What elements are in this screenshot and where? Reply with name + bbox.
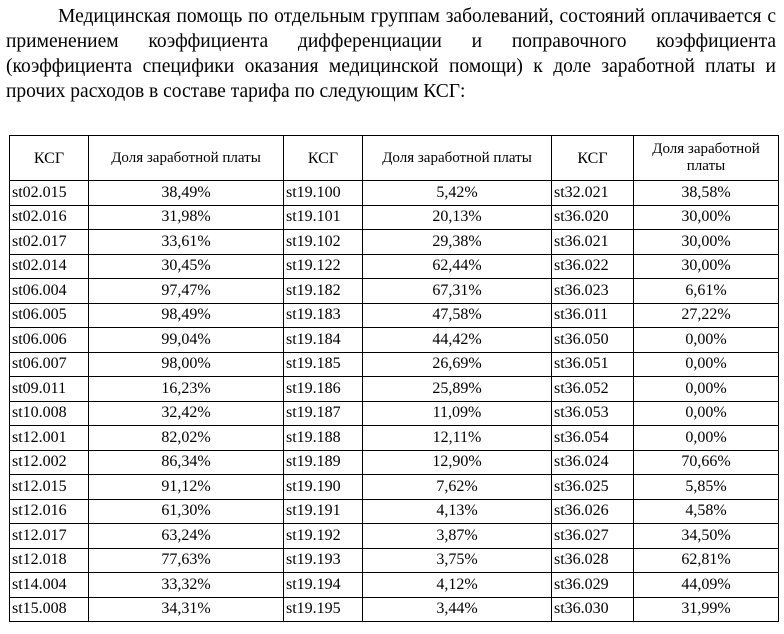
table-row xyxy=(10,524,779,549)
salary-share-cell: 3,87% xyxy=(363,524,552,549)
ksg-code-cell: st19.182 xyxy=(284,279,363,304)
salary-share-cell: 7,62% xyxy=(363,475,552,500)
header-ksg-1: КСГ xyxy=(10,136,89,181)
ksg-code-cell: st19.100 xyxy=(284,181,363,206)
ksg-code-cell: st36.029 xyxy=(552,573,634,598)
header-salary-share-3: Доля заработной платы xyxy=(634,136,779,181)
ksg-code-cell: st36.030 xyxy=(552,597,634,622)
header-salary-share-2: Доля заработной платы xyxy=(363,136,552,181)
ksg-code-cell: st02.014 xyxy=(10,254,89,279)
salary-share-cell: 12,90% xyxy=(363,450,552,475)
table-row xyxy=(10,328,779,353)
ksg-code-cell: st12.002 xyxy=(10,450,89,475)
ksg-code-cell: st19.189 xyxy=(284,450,363,475)
salary-share-cell: 0,00% xyxy=(634,401,779,426)
ksg-code-cell: st15.008 xyxy=(10,597,89,622)
intro-paragraph: Медицинская помощь по отдельным группам заболеваний, состояний оплачивается с применением коэффициента дифференциации и поправочного коэффициента (коэффициента специфики оказания медицинской помощи) к доле заработной платы и прочих расходов в составе тарифа по следующим КСГ: xyxy=(6,6,776,102)
salary-share-cell: 77,63% xyxy=(89,548,284,573)
table-row xyxy=(10,352,779,377)
salary-share-cell: 30,45% xyxy=(89,254,284,279)
ksg-code-cell: st14.004 xyxy=(10,573,89,598)
salary-share-cell: 70,66% xyxy=(634,450,779,475)
salary-share-cell: 86,34% xyxy=(89,450,284,475)
salary-share-cell: 33,61% xyxy=(89,230,284,255)
salary-share-cell: 47,58% xyxy=(363,303,552,328)
ksg-code-cell: st36.023 xyxy=(552,279,634,304)
ksg-code-cell: st10.008 xyxy=(10,401,89,426)
ksg-code-cell: st19.122 xyxy=(284,254,363,279)
ksg-code-cell: st06.007 xyxy=(10,352,89,377)
table-row xyxy=(10,254,779,279)
salary-share-cell: 16,23% xyxy=(89,377,284,402)
ksg-code-cell: st06.005 xyxy=(10,303,89,328)
ksg-code-cell: st32.021 xyxy=(552,181,634,206)
ksg-code-cell: st19.183 xyxy=(284,303,363,328)
ksg-code-cell: st09.011 xyxy=(10,377,89,402)
salary-share-cell: 98,49% xyxy=(89,303,284,328)
ksg-code-cell: st19.101 xyxy=(284,205,363,230)
ksg-code-cell: st12.001 xyxy=(10,426,89,451)
ksg-code-cell: st19.194 xyxy=(284,573,363,598)
salary-share-cell: 33,32% xyxy=(89,573,284,598)
ksg-code-cell: st36.011 xyxy=(552,303,634,328)
table-row xyxy=(10,303,779,328)
salary-share-cell: 11,09% xyxy=(363,401,552,426)
ksg-code-cell: st19.188 xyxy=(284,426,363,451)
salary-share-cell: 20,13% xyxy=(363,205,552,230)
salary-share-cell: 44,42% xyxy=(363,328,552,353)
ksg-code-cell: st12.015 xyxy=(10,475,89,500)
salary-share-cell: 12,11% xyxy=(363,426,552,451)
ksg-code-cell: st02.015 xyxy=(10,181,89,206)
salary-share-cell: 3,75% xyxy=(363,548,552,573)
salary-share-cell: 91,12% xyxy=(89,475,284,500)
ksg-code-cell: st19.102 xyxy=(284,230,363,255)
header-salary-share-1: Доля заработной платы xyxy=(89,136,284,181)
ksg-code-cell: st36.050 xyxy=(552,328,634,353)
ksg-code-cell: st02.016 xyxy=(10,205,89,230)
ksg-code-cell: st12.017 xyxy=(10,524,89,549)
ksg-code-cell: st02.017 xyxy=(10,230,89,255)
salary-share-cell: 82,02% xyxy=(89,426,284,451)
ksg-code-cell: st36.053 xyxy=(552,401,634,426)
salary-share-cell: 98,00% xyxy=(89,352,284,377)
salary-share-cell: 30,00% xyxy=(634,254,779,279)
salary-share-cell: 3,44% xyxy=(363,597,552,622)
ksg-code-cell: st12.016 xyxy=(10,499,89,524)
ksg-code-cell: st19.184 xyxy=(284,328,363,353)
salary-share-cell: 62,81% xyxy=(634,548,779,573)
salary-share-cell: 0,00% xyxy=(634,426,779,451)
salary-share-cell: 4,58% xyxy=(634,499,779,524)
header-ksg-2: КСГ xyxy=(284,136,363,181)
salary-share-cell: 30,00% xyxy=(634,230,779,255)
ksg-code-cell: st36.052 xyxy=(552,377,634,402)
table-header-row xyxy=(10,136,779,181)
ksg-code-cell: st19.192 xyxy=(284,524,363,549)
salary-share-cell: 61,30% xyxy=(89,499,284,524)
ksg-code-cell: st19.191 xyxy=(284,499,363,524)
ksg-code-cell: st36.025 xyxy=(552,475,634,500)
table-row xyxy=(10,181,779,206)
ksg-code-cell: st36.028 xyxy=(552,548,634,573)
ksg-code-cell: st06.004 xyxy=(10,279,89,304)
table-row xyxy=(10,230,779,255)
ksg-code-cell: st06.006 xyxy=(10,328,89,353)
salary-share-cell: 67,31% xyxy=(363,279,552,304)
salary-share-cell: 32,42% xyxy=(89,401,284,426)
salary-share-cell: 34,50% xyxy=(634,524,779,549)
ksg-code-cell: st19.187 xyxy=(284,401,363,426)
ksg-code-cell: st19.185 xyxy=(284,352,363,377)
salary-share-cell: 38,58% xyxy=(634,181,779,206)
salary-share-cell: 0,00% xyxy=(634,328,779,353)
ksg-code-cell: st36.022 xyxy=(552,254,634,279)
salary-share-cell: 38,49% xyxy=(89,181,284,206)
salary-share-cell: 27,22% xyxy=(634,303,779,328)
ksg-code-cell: st36.024 xyxy=(552,450,634,475)
table-row xyxy=(10,597,779,622)
salary-share-cell: 31,99% xyxy=(634,597,779,622)
table-row xyxy=(10,401,779,426)
ksg-code-cell: st19.190 xyxy=(284,475,363,500)
salary-share-cell: 29,38% xyxy=(363,230,552,255)
salary-share-cell: 99,04% xyxy=(89,328,284,353)
ksg-code-cell: st19.195 xyxy=(284,597,363,622)
table-row xyxy=(10,205,779,230)
salary-share-cell: 0,00% xyxy=(634,377,779,402)
salary-share-cell: 62,44% xyxy=(363,254,552,279)
ksg-code-cell: st12.018 xyxy=(10,548,89,573)
salary-share-cell: 6,61% xyxy=(634,279,779,304)
ksg-code-cell: st19.193 xyxy=(284,548,363,573)
salary-share-cell: 34,31% xyxy=(89,597,284,622)
salary-share-cell: 5,42% xyxy=(363,181,552,206)
table-row xyxy=(10,475,779,500)
salary-share-cell: 31,98% xyxy=(89,205,284,230)
table-row xyxy=(10,499,779,524)
ksg-salary-share-table xyxy=(9,135,779,622)
table-row xyxy=(10,279,779,304)
salary-share-cell: 0,00% xyxy=(634,352,779,377)
salary-share-cell: 5,85% xyxy=(634,475,779,500)
ksg-code-cell: st36.054 xyxy=(552,426,634,451)
table-row xyxy=(10,377,779,402)
salary-share-cell: 4,12% xyxy=(363,573,552,598)
ksg-code-cell: st36.027 xyxy=(552,524,634,549)
salary-share-cell: 44,09% xyxy=(634,573,779,598)
ksg-code-cell: st36.021 xyxy=(552,230,634,255)
ksg-code-cell: st36.026 xyxy=(552,499,634,524)
salary-share-cell: 25,89% xyxy=(363,377,552,402)
ksg-code-cell: st36.020 xyxy=(552,205,634,230)
table-row xyxy=(10,573,779,598)
table-row xyxy=(10,426,779,451)
ksg-code-cell: st19.186 xyxy=(284,377,363,402)
table-body xyxy=(10,181,779,622)
salary-share-cell: 97,47% xyxy=(89,279,284,304)
table-row xyxy=(10,548,779,573)
ksg-code-cell: st36.051 xyxy=(552,352,634,377)
salary-share-cell: 26,69% xyxy=(363,352,552,377)
salary-share-cell: 4,13% xyxy=(363,499,552,524)
table-row xyxy=(10,450,779,475)
header-ksg-3: КСГ xyxy=(552,136,634,181)
salary-share-cell: 30,00% xyxy=(634,205,779,230)
salary-share-cell: 63,24% xyxy=(89,524,284,549)
